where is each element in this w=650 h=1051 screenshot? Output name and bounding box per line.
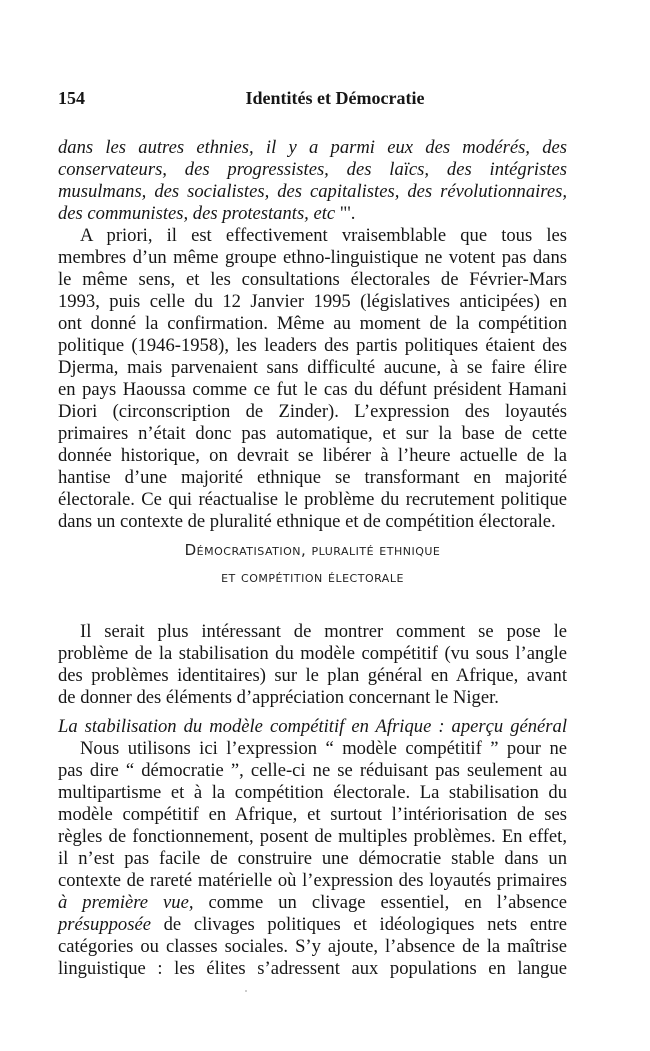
- text-segment: le même sens, et les consultations électorales de Février-Mars: [58, 269, 567, 290]
- text-segment: catégories ou classes sociales. S’y ajoute, l’absence de la maîtrise: [58, 936, 567, 957]
- text-segment: il n’est pas facile de construire une démocratie stable dans un: [58, 848, 567, 869]
- text-segment: pas dire “ démocratie ”, celle-ci ne se réduisant pas seulement au: [58, 760, 567, 781]
- text-line: [58, 870, 567, 892]
- text-line: [58, 958, 567, 980]
- text-segment: politique (1946-1958), les leaders des partis politiques étaient des: [58, 335, 567, 356]
- text-line: [58, 291, 567, 313]
- text-segment: de donner des éléments d’appréciation concernant le Niger.: [58, 687, 499, 708]
- text-line: [58, 159, 567, 181]
- text-line: [58, 936, 567, 958]
- page-number: 154: [58, 88, 85, 108]
- text-segment: Djerma, mais parvenaient sans difficulté aucune, à se faire élire: [58, 357, 567, 378]
- text-segment: donnée historique, on devrait se libérer à l’heure actuelle de la: [58, 445, 567, 466]
- text-segment: règles de fonctionnement, posent de multiples problèmes. En effet,: [58, 826, 567, 847]
- text-line: [58, 826, 567, 848]
- text-line: [58, 467, 567, 489]
- text-segment: "'.: [339, 203, 356, 224]
- text-segment: à première vue,: [58, 892, 194, 913]
- text-segment: des problèmes identitaires) sur le plan général en Afrique, avant: [58, 665, 567, 686]
- text-line: [58, 247, 567, 269]
- text-line: [58, 892, 567, 914]
- running-title: Identités et Démocratie: [245, 88, 425, 108]
- text-segment: dans un contexte de pluralité ethnique et de compétition électorale.: [58, 511, 556, 532]
- text-block-introduction: [58, 621, 567, 709]
- text-segment: contexte de rareté matérielle où l’expression des loyautés primaires: [58, 870, 567, 891]
- text-line: [58, 914, 567, 936]
- scan-speck: [245, 990, 247, 992]
- text-line: [58, 269, 567, 291]
- text-segment: Diori (circonscription de Zinder). L’expression des loyautés: [58, 401, 567, 422]
- text-line: [58, 445, 567, 467]
- text-segment: multipartisme et à la compétition électorale. La stabilisation du: [58, 782, 567, 803]
- text-segment: primaires n’était donc pas automatique, et sur la base de cette: [58, 423, 567, 444]
- text-segment: présupposée: [58, 914, 151, 935]
- text-line: [58, 848, 567, 870]
- text-segment: problème de la stabilisation du modèle compétitif (vu sous l’angle: [58, 643, 567, 664]
- text-segment: A priori, il est effectivement vraisemblable que tous les: [80, 225, 567, 246]
- text-line: [58, 203, 567, 225]
- text-segment: hantise d’une majorité ethnique se transformant en majorité: [58, 467, 567, 488]
- text-line: [58, 379, 567, 401]
- text-segment: membres d’un même groupe ethno-linguistique ne votent pas dans: [58, 247, 567, 268]
- text-segment: modèle compétitif en Afrique, et surtout l’intériorisation de ses: [58, 804, 567, 825]
- subsection-title: [58, 716, 567, 738]
- text-segment: La stabilisation du modèle compétitif en Afrique : aperçu général: [58, 716, 567, 737]
- text-block-quote-and-paragraph: [58, 137, 567, 533]
- text-line: [58, 357, 567, 379]
- text-line: [58, 335, 567, 357]
- text-line: [58, 782, 567, 804]
- text-segment: Nous utilisons ici l’expression “ modèle compétitif ” pour ne: [80, 738, 567, 759]
- text-line: [58, 643, 567, 665]
- text-line: [58, 313, 567, 335]
- text-segment: en pays Haoussa comme ce fut le cas du défunt président Hamani: [58, 379, 567, 400]
- text-line: [58, 738, 567, 760]
- text-block-subsection: [58, 716, 567, 980]
- text-line: [58, 181, 567, 203]
- text-segment: 1993, puis celle du 12 Janvier 1995 (législatives anticipées) en: [58, 291, 567, 312]
- text-line: [58, 489, 567, 511]
- text-segment: électorale. Ce qui réactualise le problème du recrutement politique: [58, 489, 567, 510]
- text-line: [58, 621, 567, 643]
- text-line: [58, 423, 567, 445]
- text-line: [58, 511, 567, 533]
- text-segment: linguistique : les élites s’adressent aux populations en langue: [58, 958, 567, 979]
- text-segment: ont donné la confirmation. Même au moment de la compétition: [58, 313, 567, 334]
- text-segment: des communistes, des protestants, etc: [58, 203, 340, 224]
- text-segment: comme un clivage essentiel, en l’absence: [193, 892, 567, 913]
- text-line: [58, 225, 567, 247]
- text-segment: Il serait plus intéressant de montrer comment se pose le: [80, 621, 567, 642]
- text-segment: conservateurs, des progressistes, des laïcs, des intégristes: [58, 159, 567, 180]
- text-line: [58, 760, 567, 782]
- section-heading: [58, 537, 567, 591]
- section-heading-line-1: Démocratisation, pluralité ethnique: [184, 541, 441, 559]
- text-line: [58, 687, 567, 709]
- text-line: [58, 665, 567, 687]
- text-segment: dans les autres ethnies, il y a parmi eux des modérés, des: [58, 137, 567, 158]
- section-heading-line-2: et compétition électorale: [221, 568, 404, 586]
- text-segment: musulmans, des socialistes, des capitalistes, des révolutionnaires,: [58, 181, 567, 202]
- text-line: [58, 804, 567, 826]
- text-line: [58, 401, 567, 423]
- text-segment: de clivages politiques et idéologiques nets entre: [150, 914, 567, 935]
- text-line: [58, 137, 567, 159]
